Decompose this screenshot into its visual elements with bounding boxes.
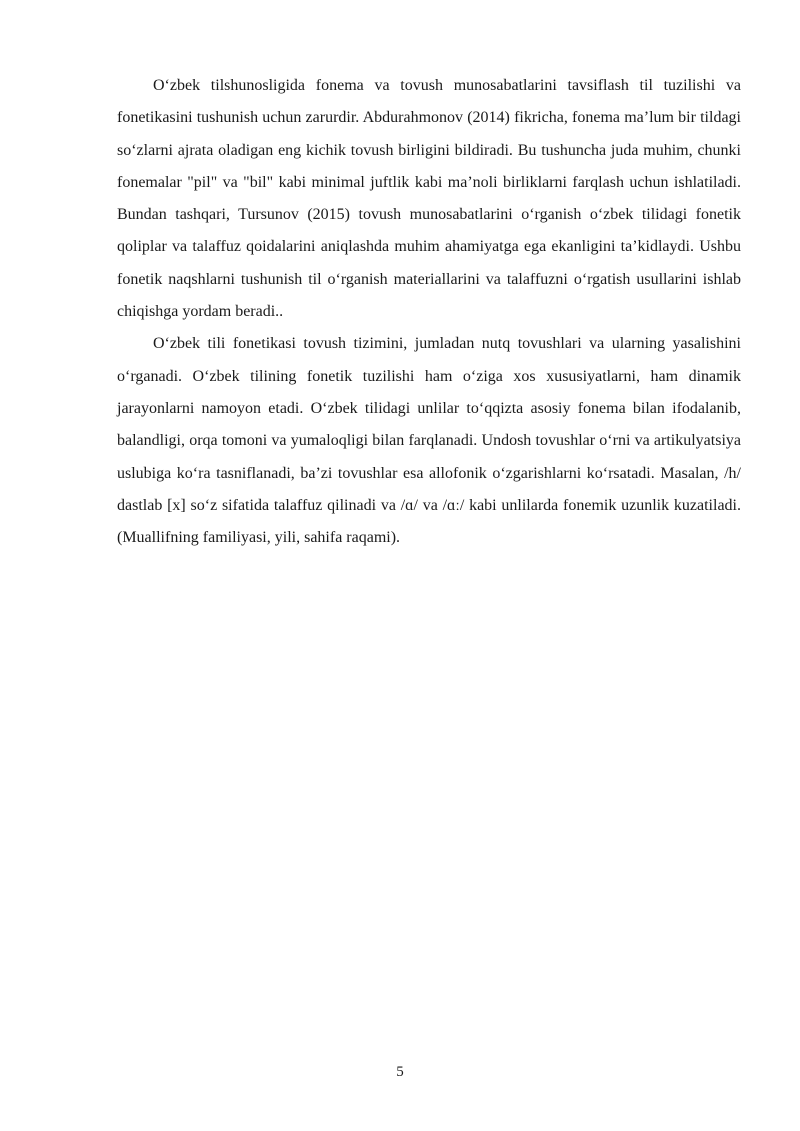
paragraph-1: O‘zbek tilshunosligida fonema va tovush munosabatlarini tavsiflash til tuzilishi va fonetikasini tushunish uchun zarurdir. Abdurahmonov (2014) fikricha, fonema ma’lum bir tildagi so‘zlarni ajrata oladigan eng kichik tovush birligini bildiradi. Bu tushuncha juda muhim, chunki fonemalar "pil" va "bil" kabi minimal juftlik kabi ma’noli birliklarni farqlash uchun ishlatiladi. Bundan tashqari, Tursunov (2015) tovush munosabatlarini o‘rganish o‘zbek tilidagi fonetik qoliplar va talaffuz qoidalarini aniqlashda muhim ahamiyatga ega ekanligini ta’kidlaydi. Ushbu fonetik naqshlarni tushunish til o‘rganish materiallarini va talaffuzni o‘rgatish usullarini ishlab chiqishga yordam beradi.. [117,77,741,321]
paragraph-2: O‘zbek tili fonetikasi tovush tizimini, jumladan nutq tovushlari va ularning yasalishini o‘rganadi. O‘zbek tilining fonetik tuzilishi ham o‘ziga xos xususiyatlarni, ham dinamik jarayonlarni namoyon etadi. O‘zbek tilidagi unlilar to‘qqizta asosiy fonema bilan ifodalanib, balandligi, orqa tomoni va yumaloqligi bilan farqlanadi. Undosh tovushlar o‘rni va artikulyatsiya uslubiga ko‘ra tasniflanadi, ba’zi tovushlar esa allofonik o‘zgarishlarni ko‘rsatadi. Masalan, /h/ dastlab [x] so‘z sifatida talaffuz qilinadi va /ɑ/ va /ɑː/ kabi unlilarda fonemik uzunlik kuzatiladi. (Muallifning familiyasi, yili, sahifa raqami). [117,335,741,547]
page-number: 5 [396,1064,404,1080]
body-text [117,70,741,554]
